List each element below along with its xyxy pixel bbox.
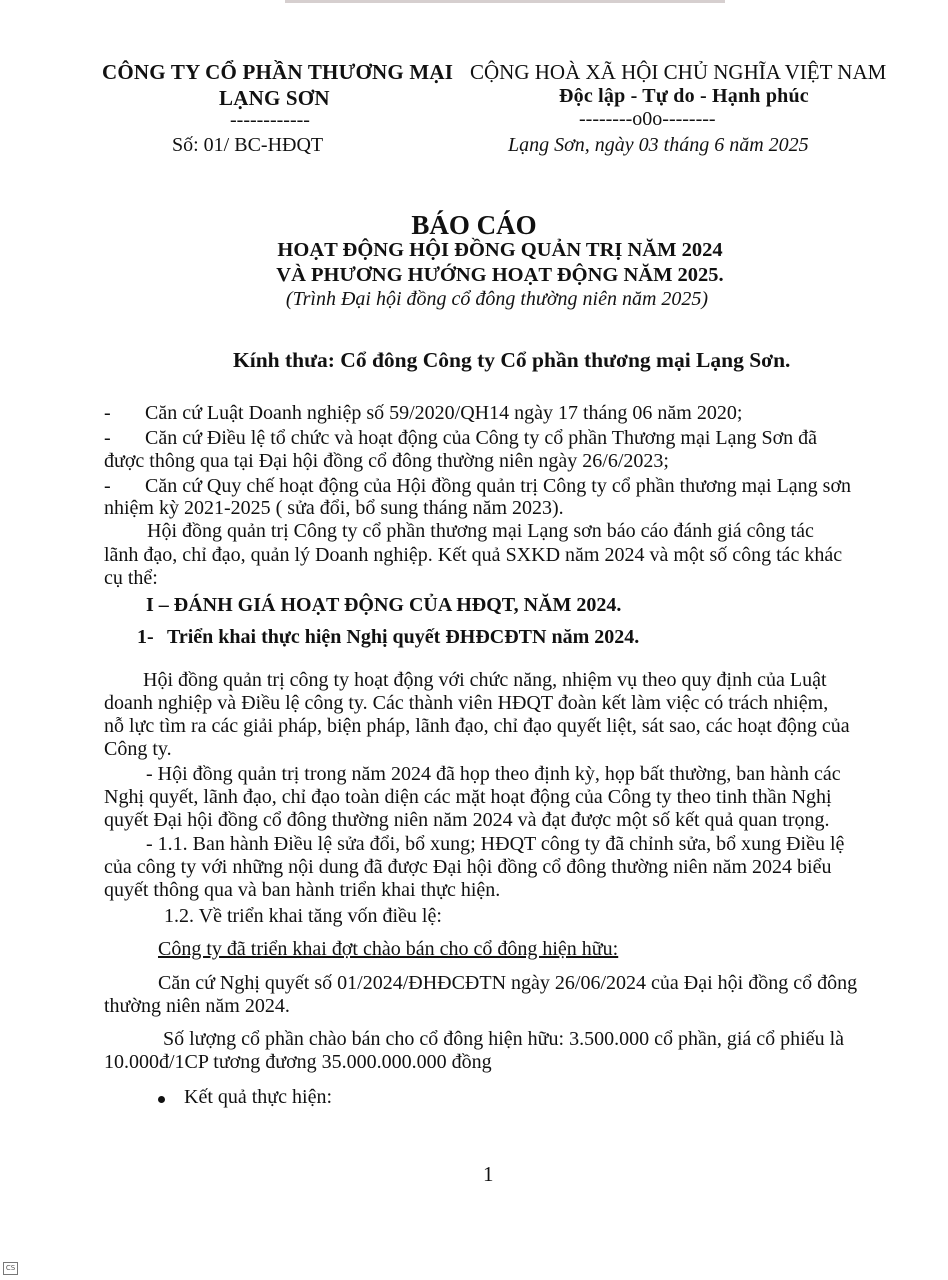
para3-line2: của công ty với những nội dung đã được Đại hội đồng cổ đông thường niên năm 2024 biểu [104, 856, 832, 878]
para5-line1: Số lượng cổ phần chào bán cho cổ đông hiện hữu: 3.500.000 cổ phần, giá cổ phiếu là [163, 1028, 844, 1050]
para1-line2: doanh nghiệp và Điều lệ công ty. Các thành viên HĐQT đoàn kết làm việc có trách nhiệm, [104, 692, 829, 714]
para1-line3: nỗ lực tìm ra các giải pháp, biện pháp, lãnh đạo, chỉ đạo quyết liệt, sát sao, các hoạt động của [104, 715, 850, 737]
para4-line2: thường niên năm 2024. [104, 995, 290, 1017]
basis-dash-3: - [104, 475, 111, 497]
offering-heading: Công ty đã triển khai đợt chào bán cho cổ đông hiện hữu: [158, 938, 619, 960]
nation-separator: --------o0o-------- [579, 108, 716, 130]
camscanner-logo-icon: CS [3, 1262, 18, 1275]
place-date: Lạng Sơn, ngày 03 tháng 6 năm 2025 [508, 134, 809, 156]
intro-line2: lãnh đạo, chỉ đạo, quản lý Doanh nghiệp. Kết quả SXKD năm 2024 và một số công tác khác [104, 544, 843, 566]
report-title-line2: VÀ PHƯƠNG HƯỚNG HOẠT ĐỘNG NĂM 2025. [276, 264, 724, 286]
para1-line4: Công ty. [104, 738, 172, 760]
para2-line1: - Hội đồng quản trị trong năm 2024 đã họp theo định kỳ, họp bất thường, ban hành các [146, 763, 841, 785]
salutation: Kính thưa: Cổ đông Công ty Cổ phần thương mại Lạng Sơn. [233, 348, 791, 372]
company-name-line1: CÔNG TY CỔ PHẦN THƯƠNG MẠI [102, 60, 454, 84]
report-subtitle: (Trình Đại hội đồng cổ đông thường niên năm 2025) [285, 288, 709, 310]
report-title: BÁO CÁO [411, 210, 537, 240]
para1-line1: Hội đồng quản trị công ty hoạt động với chức năng, nhiệm vụ theo quy định của Luật [143, 669, 827, 691]
report-title-line1: HOẠT ĐỘNG HỘI ĐỒNG QUẢN TRỊ NĂM 2024 [277, 239, 723, 261]
item-1-2: 1.2. Về triển khai tăng vốn điều lệ: [164, 905, 442, 927]
document-number: Số: 01/ BC-HĐQT [172, 134, 324, 156]
para3-line1: - 1.1. Ban hành Điều lệ sửa đổi, bổ xung; HĐQT công ty đã chỉnh sửa, bổ xung Điều lệ [146, 833, 845, 855]
company-name-line2: LẠNG SƠN [219, 86, 330, 110]
para5-line2: 10.000đ/1CP tương đương 35.000.000.000 đồng [104, 1051, 492, 1073]
nation-motto: Độc lập - Tự do - Hạnh phúc [559, 85, 809, 107]
page-number: 1 [483, 1162, 494, 1186]
intro-line3: cụ thể: [104, 567, 158, 589]
para2-line2: Nghị quyết, lãnh đạo, chỉ đạo toàn diện các mặt hoạt động của Công ty theo tinh thần Nghị [104, 786, 832, 808]
para2-line3: quyết Đại hội đồng cổ đông thường niên năm 2024 và đạt được một số kết quả quan trọng. [104, 809, 830, 831]
intro-line1: Hội đồng quản trị Công ty cổ phần thương mại Lạng sơn báo cáo đánh giá công tác [147, 520, 814, 542]
section1-heading: I – ĐÁNH GIÁ HOẠT ĐỘNG CỦA HĐQT, NĂM 2024. [146, 594, 622, 616]
subsection1-heading: Triển khai thực hiện Nghị quyết ĐHĐCĐTN năm 2024. [167, 626, 640, 648]
basis-item-3-line2: nhiệm kỳ 2021-2025 ( sửa đổi, bổ sung tháng năm 2023). [104, 497, 564, 519]
result-bullet: Kết quả thực hiện: [184, 1086, 333, 1108]
para3-line3: quyết thông qua và ban hành triển khai thực hiện. [104, 879, 501, 901]
nation-title: CỘNG HOÀ XÃ HỘI CHỦ NGHĨA VIỆT NAM [470, 60, 887, 84]
basis-dash-1: - [104, 402, 111, 424]
scan-edge [285, 0, 725, 3]
basis-item-3-line1: Căn cứ Quy chế hoạt động của Hội đồng quản trị Công ty cổ phần thương mại Lạng sơn [145, 475, 852, 497]
subsection1-number: 1- [137, 626, 154, 648]
para4-line1: Căn cứ Nghị quyết số 01/2024/ĐHĐCĐTN ngày 26/06/2024 của Đại hội đồng cổ đông [158, 972, 858, 994]
basis-item-1-line1: Căn cứ Luật Doanh nghiệp số 59/2020/QH14 ngày 17 tháng 06 năm 2020; [145, 402, 743, 424]
basis-item-2-line1: Căn cứ Điều lệ tổ chức và hoạt động của Công ty cổ phần Thương mại Lạng Sơn đã [145, 427, 818, 449]
basis-dash-2: - [104, 427, 111, 449]
company-separator: ------------ [230, 109, 310, 131]
bullet-icon [158, 1096, 165, 1103]
basis-item-2-line2: được thông qua tại Đại hội đồng cổ đông thường niên ngày 26/6/2023; [104, 450, 669, 472]
